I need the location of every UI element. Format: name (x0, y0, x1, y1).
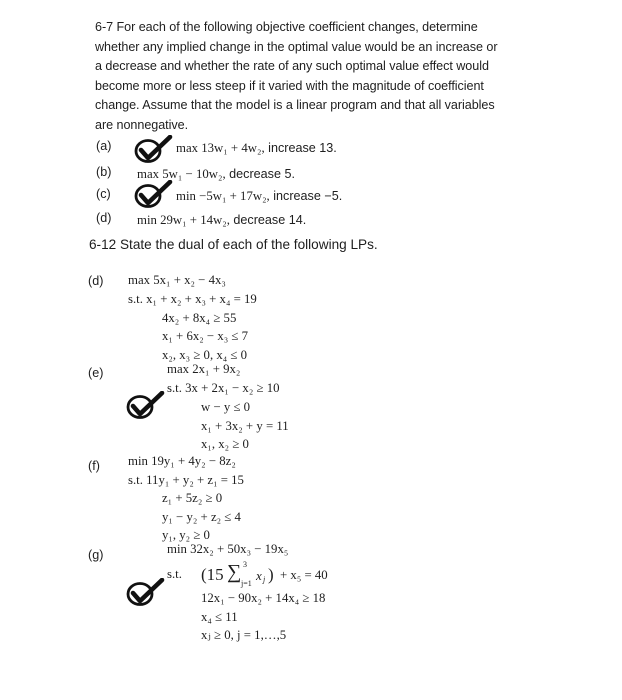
close-paren: ) (268, 565, 274, 584)
part-d-expression: min 29w₁ + 14w₂, (137, 213, 230, 227)
lp-d-sign-constraint: x₂, x₃ ≥ 0, x₄ ≤ 0 (162, 348, 248, 362)
part-c-expression: min −5w₁ + 17w₂, (176, 189, 270, 203)
open-paren-coefficient: (15 (201, 565, 224, 584)
lp-d-label: (d) (88, 274, 104, 288)
lp-f-constraint: z₁ + 5z₂ ≥ 0 (162, 491, 223, 505)
lp-g-sign-constraint: xⱼ ≥ 0, j = 1,…,5 (201, 628, 287, 642)
sum-lower-limit: j=1 (241, 579, 252, 588)
lp-e-constraint: w − y ≤ 0 (201, 400, 251, 414)
sum-upper-limit: 3 (243, 560, 247, 569)
checkmark-icon (125, 391, 165, 421)
part-c-label: (c) (96, 187, 111, 201)
lp-e-objective: max 2x₁ + 9x₂ (167, 362, 241, 376)
lp-g-objective: min 32x₂ + 50x₃ − 19x₅ (167, 542, 289, 556)
checkmark-icon (133, 135, 173, 165)
problem-6-12-heading: 6-12 State the dual of each of the following LPs. (89, 237, 378, 252)
lp-d-constraint: 4x₂ + 8x₄ ≥ 55 (162, 311, 237, 325)
problem-text-line: are nonnegative. (95, 117, 189, 132)
lp-d-constraint: x₁ + 6x₂ − x₃ ≤ 7 (162, 329, 249, 343)
part-a-label: (a) (96, 139, 112, 153)
lp-d-constraint: s.t. x₁ + x₂ + x₃ + x₄ = 19 (128, 292, 257, 306)
part-c-text (176, 187, 342, 205)
lp-g-st-label: s.t. (167, 567, 182, 581)
lp-g-constraint: x₄ ≤ 11 (201, 610, 238, 624)
part-b-label: (b) (96, 165, 112, 179)
part-b-change: decrease 5. (225, 167, 295, 181)
part-b-expression: max 5w₁ − 10w₂, (137, 167, 226, 181)
lp-f-label: (f) (88, 459, 100, 473)
lp-e-sign-constraint: x₁, x₂ ≥ 0 (201, 437, 249, 451)
constraint-rhs: + x₅ = 40 (280, 568, 328, 582)
sum-variable-subscript: j (263, 575, 266, 584)
problem-text-line: 6-7 For each of the following objective coefficient changes, determine (95, 20, 478, 34)
part-a-text (176, 139, 337, 157)
problem-text-line: whether any implied change in the optimal value would be an increase or (95, 39, 498, 54)
problem-text-line: become more or less steep if it varied with the magnitude of coefficient (95, 78, 484, 93)
part-a-expression: max 13w₁ + 4w₂, (176, 141, 265, 155)
problem-6-7-text (95, 18, 555, 136)
lp-e-label: (e) (88, 366, 104, 380)
lp-e-constraint: x₁ + 3x₂ + y = 11 (201, 419, 289, 433)
summation-sign: ∑ (227, 561, 242, 583)
problem-text-line: a decrease and whether the rate of any such optimal value effect would (95, 59, 489, 74)
part-d-text (137, 211, 306, 229)
lp-f-objective: min 19y₁ + 4y₂ − 8z₂ (128, 454, 236, 468)
sum-variable: x (256, 568, 262, 583)
part-c-change: increase −5. (269, 189, 343, 203)
lp-f-constraint: s.t. 11y₁ + y₂ + z₁ = 15 (128, 473, 244, 487)
lp-f-sign-constraint: y₁, y₂ ≥ 0 (162, 528, 210, 542)
checkmark-icon (133, 180, 173, 210)
problem-text-line: change. Assume that the model is a linear program and that all variables (95, 98, 495, 113)
lp-d-objective: max 5x₁ + x₂ − 4x₃ (128, 273, 226, 287)
lp-f-constraint: y₁ − y₂ + z₂ ≤ 4 (162, 510, 241, 524)
lp-g-constraint: 12x₁ − 90x₂ + 14x₄ ≥ 18 (201, 591, 326, 605)
part-a-change: increase 13. (264, 141, 337, 155)
checkmark-icon (125, 578, 165, 608)
part-d-change: decrease 14. (229, 213, 307, 227)
part-d-label: (d) (96, 211, 112, 225)
lp-g-label: (g) (88, 548, 104, 562)
lp-e-constraint: s.t. 3x + 2x₁ − x₂ ≥ 10 (167, 381, 280, 395)
